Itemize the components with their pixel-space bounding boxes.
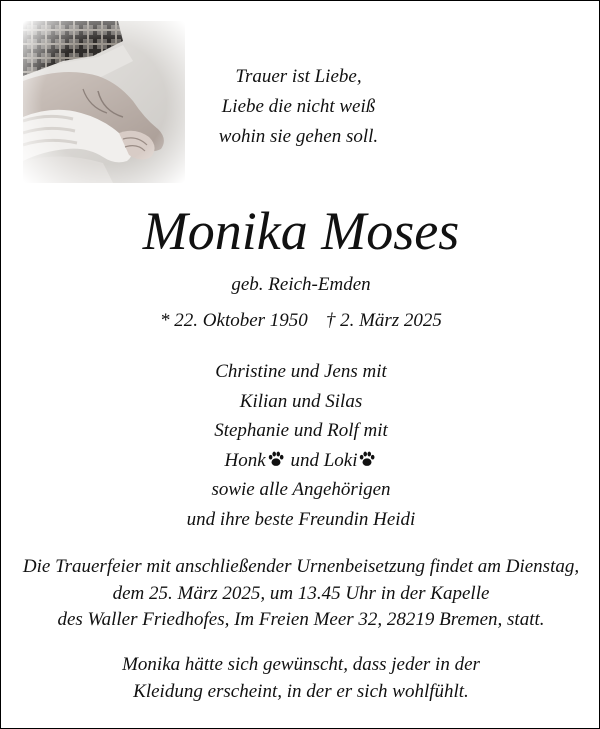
quote-line: Trauer ist Liebe, <box>235 66 362 87</box>
closing-line: Monika hätte sich gewünscht, dass jeder in der <box>122 654 480 675</box>
mourner-line: Stephanie und Rolf mit <box>214 420 388 441</box>
mourner-line: Christine und Jens mit <box>215 361 387 382</box>
mourner-line-pets <box>1 446 600 476</box>
closing-line: Kleidung erscheint, in der er sich wohlfühlt. <box>133 681 469 702</box>
deceased-name: Monika Moses <box>142 201 460 261</box>
pet-joiner: und Loki <box>290 449 358 471</box>
ceremony-line: des Waller Friedhofes, Im Freien Meer 32, 28219 Bremen, statt. <box>57 609 545 630</box>
life-dates <box>1 308 600 334</box>
mourner-line: Kilian und Silas <box>239 390 363 412</box>
mourner-line: sowie alle Angehörigen <box>211 479 391 500</box>
ceremony-line: dem 25. März 2025, um 13.45 Uhr in der Kapelle <box>112 582 490 604</box>
holding-hands-photo <box>23 21 185 183</box>
pet-name-honk: Honk <box>224 449 266 471</box>
quote-line: wohin sie gehen soll. <box>218 126 379 147</box>
ceremony-line: Die Trauerfeier mit anschließender Urnenbeisetzung findet am Dienstag, <box>22 556 580 577</box>
mourner-line: und ihre beste Freundin Heidi <box>186 508 416 530</box>
paw-print-icon <box>358 448 376 466</box>
quote-line: Liebe die nicht weiß <box>221 96 376 117</box>
birth-date: * 22. Oktober 1950 <box>160 310 308 331</box>
mourners-list <box>1 357 600 534</box>
paw-print-icon <box>267 448 285 466</box>
death-date: † 2. März 2025 <box>325 310 442 331</box>
closing-note <box>1 651 600 705</box>
ceremony-notice <box>1 554 600 634</box>
quote <box>191 62 406 152</box>
maiden-name: geb. Reich-Emden <box>231 274 371 295</box>
